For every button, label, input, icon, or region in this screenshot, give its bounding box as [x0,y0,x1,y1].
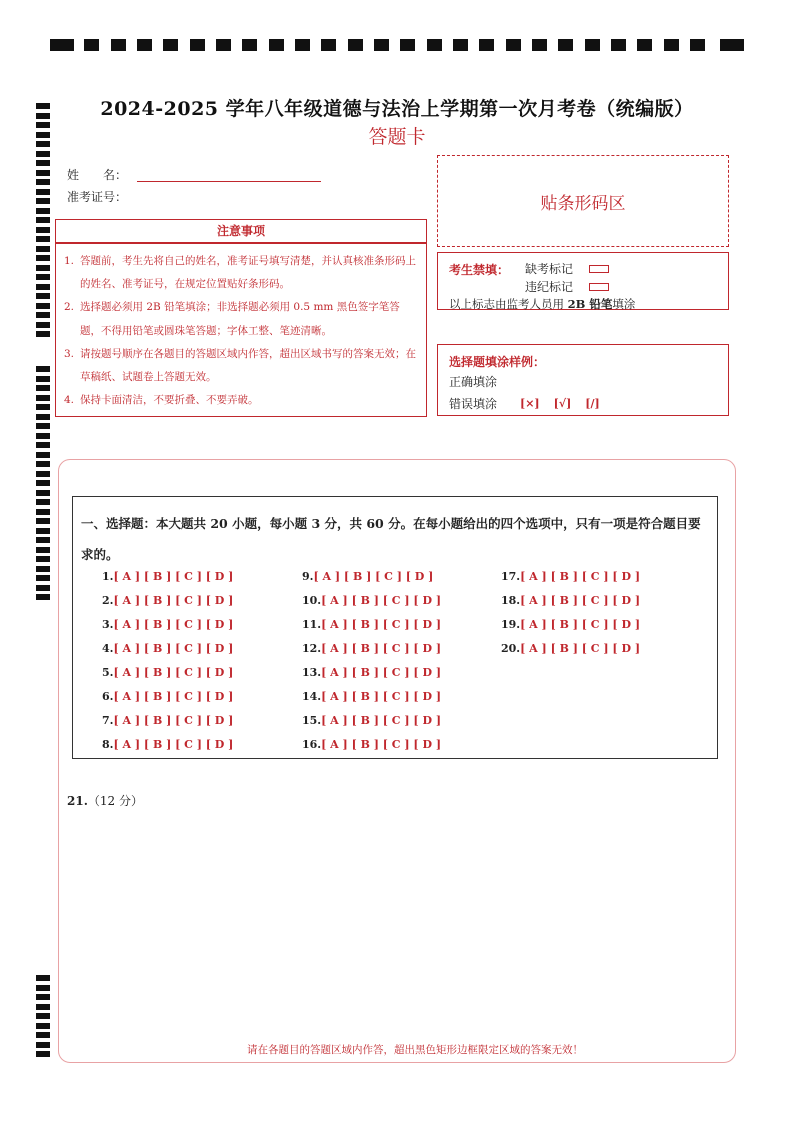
timing-mark [36,537,50,543]
question-15-choices[interactable]: 15.[ A ] [ B ] [ C ] [ D ] [302,714,442,727]
multiple-choice-heading: 一、选择题：本大题共 20 小题，每小题 3 分，共 60 分。在每小题给出的四个选项中，只有一项是符合题目要求的。 [81,516,701,562]
timing-mark [295,39,310,51]
fill-sample-box [437,344,729,416]
timing-mark [36,265,50,271]
timing-mark [36,208,50,214]
timing-mark [36,1013,50,1019]
forbidden-note: 以上标志由监考人员用 2B 铅笔填涂 [449,297,636,311]
timing-mark [36,499,50,505]
violation-mark-row: 违纪标记 [525,278,609,295]
barcode-area [437,155,729,247]
notice-title: 注意事项 [55,219,427,243]
timing-mark [664,39,679,51]
question-11-choices[interactable]: 11.[ A ] [ B ] [ C ] [ D ] [302,618,442,631]
timing-mark [36,566,50,572]
timing-mark [558,39,573,51]
timing-mark [269,39,284,51]
timing-mark [36,556,50,562]
timing-mark [50,39,74,51]
exam-number-label: 准考证号： [67,190,128,204]
timing-mark [36,975,50,981]
timing-mark [36,227,50,233]
timing-mark [36,151,50,157]
timing-mark [637,39,652,51]
absent-mark-box[interactable] [589,265,609,273]
question-8-choices[interactable]: 8.[ A ] [ B ] [ C ] [ D ] [102,738,234,751]
question-7-choices[interactable]: 7.[ A ] [ B ] [ C ] [ D ] [102,714,234,727]
timing-mark [36,528,50,534]
cross-mark-example: [×] [520,397,540,410]
slash-mark-example: [/] [585,397,600,410]
timing-mark [36,160,50,166]
question-10-choices[interactable]: 10.[ A ] [ B ] [ C ] [ D ] [302,594,442,607]
timing-mark [36,274,50,280]
timing-mark [36,594,50,600]
timing-mark [163,39,178,51]
page-title: 2024-2025 学年八年级道德与法治上学期第一次月考卷（统编版） [100,98,694,120]
timing-mark [36,284,50,290]
barcode-label: 贴条形码区 [540,193,626,214]
question-1-choices[interactable]: 1.[ A ] [ B ] [ C ] [ D ] [102,570,234,583]
timing-mark [36,293,50,299]
timing-mark [36,452,50,458]
question-9-choices[interactable]: 9.[ A ] [ B ] [ C ] [ D ] [302,570,434,583]
timing-mark [36,385,50,391]
timing-mark [137,39,152,51]
question-6-choices[interactable]: 6.[ A ] [ B ] [ C ] [ D ] [102,690,234,703]
timing-mark [36,246,50,252]
timing-mark [321,39,336,51]
timing-mark [36,547,50,553]
footer-note: 请在各题目的答题区域内作答，超出黑色矩形边框限定区域的答案无效！ [247,1044,583,1056]
notice-item: 3. 请按题号顺序在各题目的答题区域内作答，超出区域书写的答案无效；在草稿纸、试题卷上答题无效。 [64,347,416,384]
timing-mark [36,312,50,318]
notice-item: 1. 答题前，考生先将自己的姓名，准考证号填写清楚，并认真核准条形码上的姓名、准考证号，在规定位置贴好条形码。 [64,255,416,291]
question-5-choices[interactable]: 5.[ A ] [ B ] [ C ] [ D ] [102,666,234,679]
timing-mark [36,423,50,429]
question-14-choices[interactable]: 14.[ A ] [ B ] [ C ] [ D ] [302,690,442,703]
forbidden-box [437,252,729,310]
timing-mark [36,985,50,991]
timing-mark [506,39,521,51]
timing-mark [611,39,626,51]
question-21-label: 21.（12 分） [67,794,143,808]
question-17-choices[interactable]: 17.[ A ] [ B ] [ C ] [ D ] [501,570,641,583]
timing-mark [427,39,442,51]
timing-mark [216,39,231,51]
timing-mark [36,433,50,439]
timing-mark [111,39,126,51]
question-20-choices[interactable]: 20.[ A ] [ B ] [ C ] [ D ] [501,642,641,655]
timing-mark [720,39,744,51]
timing-mark [36,585,50,591]
timing-mark [36,490,50,496]
timing-mark [690,39,705,51]
timing-mark [36,303,50,309]
timing-mark [242,39,257,51]
timing-mark [36,404,50,410]
timing-mark [36,994,50,1000]
timing-mark [36,198,50,204]
timing-mark [36,480,50,486]
name-field[interactable] [137,181,321,182]
timing-mark [36,518,50,524]
forbidden-label: 考生禁填： [449,263,510,277]
question-16-choices[interactable]: 16.[ A ] [ B ] [ C ] [ D ] [302,738,442,751]
timing-mark [84,39,99,51]
timing-mark [348,39,363,51]
timing-mark [36,1004,50,1010]
timing-mark [374,39,389,51]
name-label: 姓 名： [67,168,128,182]
timing-mark [36,236,50,242]
timing-mark [453,39,468,51]
question-2-choices[interactable]: 2.[ A ] [ B ] [ C ] [ D ] [102,594,234,607]
question-19-choices[interactable]: 19.[ A ] [ B ] [ C ] [ D ] [501,618,641,631]
timing-mark [36,471,50,477]
timing-mark [36,461,50,467]
wrong-fill-label: 错误填涂 [449,397,498,411]
timing-mark [36,366,50,372]
correct-fill-label: 正确填涂 [449,375,498,389]
check-mark-example: [√] [553,397,572,410]
question-18-choices[interactable]: 18.[ A ] [ B ] [ C ] [ D ] [501,594,641,607]
timing-mark [36,331,50,337]
timing-mark [36,1023,50,1029]
timing-mark [400,39,415,51]
notice-item: 4. 保持卡面清洁，不要折叠、不要弄破。 [64,394,259,407]
timing-mark [36,395,50,401]
sample-title: 选择题填涂样例： [449,355,546,369]
timing-mark [36,575,50,581]
absent-mark-row: 缺考标记 [525,260,609,277]
timing-mark [585,39,600,51]
timing-mark [479,39,494,51]
violation-mark-box[interactable] [589,283,609,291]
timing-mark [36,1032,50,1038]
timing-mark [532,39,547,51]
timing-mark [36,170,50,176]
timing-mark [36,179,50,185]
question-13-choices[interactable]: 13.[ A ] [ B ] [ C ] [ D ] [302,666,442,679]
question-4-choices[interactable]: 4.[ A ] [ B ] [ C ] [ D ] [102,642,234,655]
timing-mark [36,414,50,420]
timing-mark [190,39,205,51]
timing-mark [36,189,50,195]
page-subtitle: 答题卡 [368,126,426,148]
left-timing-marks-middle [36,366,50,604]
timing-mark [36,217,50,223]
top-timing-marks [50,39,746,51]
timing-mark [36,442,50,448]
timing-mark [36,376,50,382]
timing-mark [36,322,50,328]
question-3-choices[interactable]: 3.[ A ] [ B ] [ C ] [ D ] [102,618,234,631]
wrong-fill-examples [520,397,600,410]
question-12-choices[interactable]: 12.[ A ] [ B ] [ C ] [ D ] [302,642,442,655]
timing-mark [36,509,50,515]
notice-item: 2. 选择题必须用 2B 铅笔填涂；非选择题必须用 0.5 mm 黑色签字笔答题，不得用铅笔或圆珠笔答题；字体工整、笔迹清晰。 [64,301,400,337]
timing-mark [36,255,50,261]
notice-box [55,243,427,417]
